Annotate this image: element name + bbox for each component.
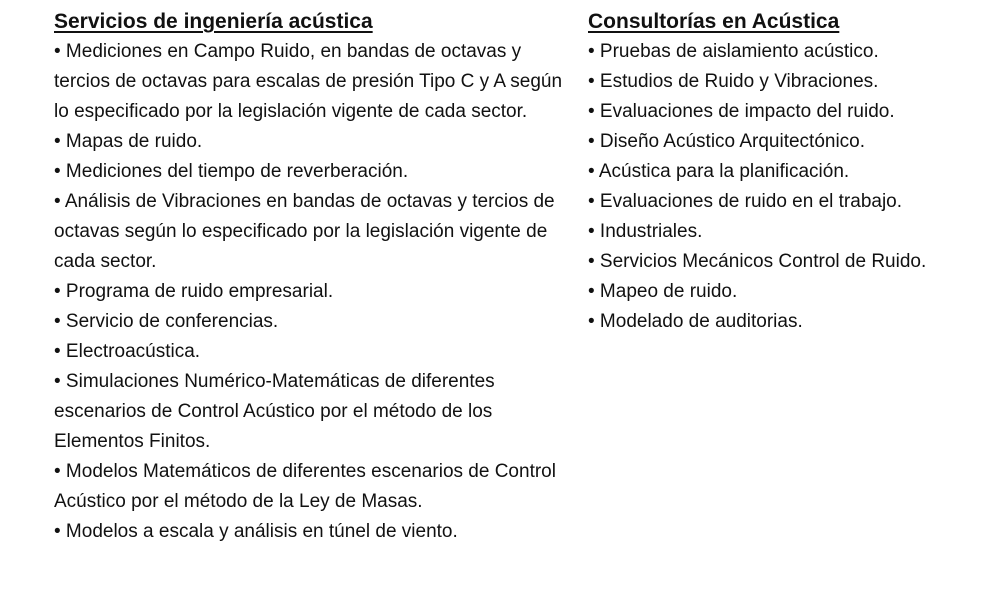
list-item: • Industriales. — [588, 221, 703, 242]
list-item: • Servicio de conferencias. — [54, 311, 279, 332]
consulting-list — [588, 37, 983, 337]
engineering-services-heading: Servicios de ingeniería acústica — [54, 10, 373, 33]
list-item: • Acústica para la planificación. — [588, 161, 850, 182]
list-item: • Pruebas de aislamiento acústico. — [588, 41, 879, 62]
list-item: • Modelos a escala y análisis en túnel de viento. — [54, 521, 458, 542]
list-item: • Evaluaciones de ruido en el trabajo. — [588, 191, 903, 212]
list-item: • Diseño Acústico Arquitectónico. — [588, 131, 866, 152]
list-item: • Mapas de ruido. — [54, 131, 203, 152]
engineering-services-list — [54, 37, 574, 547]
consulting-section — [588, 7, 983, 337]
list-item: • Programa de ruido empresarial. — [54, 281, 334, 302]
list-item: • Simulaciones Numérico-Matemáticas de diferentes escenarios de Control Acústico por el método de los Elementos Finitos. — [54, 371, 495, 452]
list-item: • Mediciones del tiempo de reverberación. — [54, 161, 409, 182]
list-item: • Servicios Mecánicos Control de Ruido. — [588, 251, 927, 272]
list-item: • Estudios de Ruido y Vibraciones. — [588, 71, 879, 92]
list-item: • Análisis de Vibraciones en bandas de octavas y tercios de octavas según lo especificado por la legislación vigente de cada sector. — [54, 191, 555, 272]
consulting-heading: Consultorías en Acústica — [588, 10, 840, 33]
list-item: • Electroacústica. — [54, 341, 201, 362]
list-item: • Mapeo de ruido. — [588, 281, 738, 302]
list-item: • Modelos Matemáticos de diferentes escenarios de Control Acústico por el método de la Ley de Masas. — [54, 461, 556, 512]
list-item: • Modelado de auditorias. — [588, 311, 803, 332]
engineering-services-section — [54, 7, 574, 547]
list-item: • Mediciones en Campo Ruido, en bandas de octavas y tercios de octavas para escalas de presión Tipo C y A según lo especificado por la legislación vigente de cada sector. — [54, 41, 563, 122]
list-item: • Evaluaciones de impacto del ruido. — [588, 101, 895, 122]
